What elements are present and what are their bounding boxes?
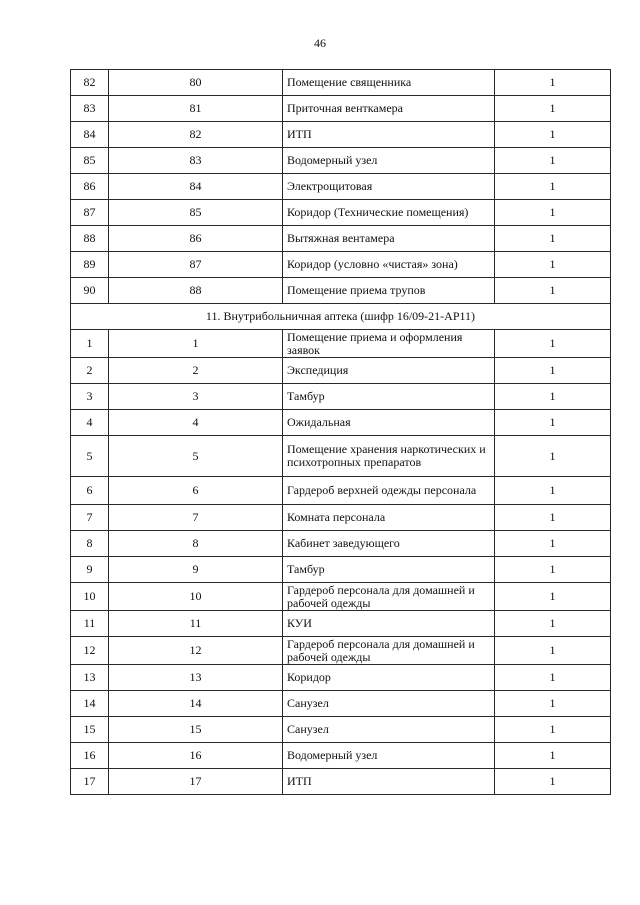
section-header-row [71, 304, 611, 330]
room-number-cell: 3 [109, 384, 283, 410]
table-row [71, 665, 611, 691]
room-number-cell: 1 [109, 330, 283, 358]
quantity-cell: 1 [495, 70, 611, 96]
table-row [71, 252, 611, 278]
room-name-cell: Коридор [283, 665, 495, 691]
room-number-cell: 7 [109, 505, 283, 531]
room-name-cell: Вытяжная вентамера [283, 226, 495, 252]
row-index-cell: 17 [71, 769, 109, 795]
table-row [71, 557, 611, 583]
room-name-cell: Помещение приема трупов [283, 278, 495, 304]
quantity-cell: 1 [495, 174, 611, 200]
quantity-cell: 1 [495, 637, 611, 665]
quantity-cell: 1 [495, 477, 611, 505]
table-row [71, 583, 611, 611]
row-index-cell: 86 [71, 174, 109, 200]
table-row [71, 200, 611, 226]
room-name-cell: КУИ [283, 611, 495, 637]
room-number-cell: 81 [109, 96, 283, 122]
room-name-cell: Помещение приема и оформления заявок [283, 330, 495, 358]
room-name-cell: Помещение хранения наркотических и психотропных препаратов [283, 436, 495, 477]
table-row [71, 148, 611, 174]
quantity-cell: 1 [495, 252, 611, 278]
room-name-cell: Ожидальная [283, 410, 495, 436]
row-index-cell: 6 [71, 477, 109, 505]
table-row [71, 691, 611, 717]
quantity-cell: 1 [495, 278, 611, 304]
room-name-cell: Коридор (условно «чистая» зона) [283, 252, 495, 278]
room-number-cell: 16 [109, 743, 283, 769]
table-row [71, 358, 611, 384]
quantity-cell: 1 [495, 330, 611, 358]
room-number-cell: 6 [109, 477, 283, 505]
quantity-cell: 1 [495, 691, 611, 717]
room-name-cell: Гардероб верхней одежды персонала [283, 477, 495, 505]
room-name-cell: ИТП [283, 122, 495, 148]
row-index-cell: 82 [71, 70, 109, 96]
room-number-cell: 15 [109, 717, 283, 743]
table-row [71, 226, 611, 252]
section-header-group [71, 304, 611, 330]
rooms-table-body-b [71, 330, 611, 795]
room-number-cell: 83 [109, 148, 283, 174]
row-index-cell: 90 [71, 278, 109, 304]
row-index-cell: 16 [71, 743, 109, 769]
table-row [71, 122, 611, 148]
table-row [71, 505, 611, 531]
room-name-cell: Кабинет заведующего [283, 531, 495, 557]
row-index-cell: 83 [71, 96, 109, 122]
room-number-cell: 14 [109, 691, 283, 717]
table-row [71, 436, 611, 477]
room-name-cell: Санузел [283, 691, 495, 717]
table-row [71, 637, 611, 665]
room-number-cell: 82 [109, 122, 283, 148]
room-number-cell: 13 [109, 665, 283, 691]
row-index-cell: 87 [71, 200, 109, 226]
room-number-cell: 8 [109, 531, 283, 557]
row-index-cell: 10 [71, 583, 109, 611]
rooms-table-body-a [71, 70, 611, 304]
quantity-cell: 1 [495, 148, 611, 174]
room-name-cell: Водомерный узел [283, 743, 495, 769]
rooms-table [70, 69, 611, 795]
row-index-cell: 2 [71, 358, 109, 384]
table-row [71, 531, 611, 557]
quantity-cell: 1 [495, 384, 611, 410]
row-index-cell: 11 [71, 611, 109, 637]
room-name-cell: Коридор (Технические помещения) [283, 200, 495, 226]
room-number-cell: 85 [109, 200, 283, 226]
section-title: 11. Внутрибольничная аптека (шифр 16/09-21-АР11) [71, 304, 611, 330]
room-name-cell: Санузел [283, 717, 495, 743]
quantity-cell: 1 [495, 583, 611, 611]
row-index-cell: 4 [71, 410, 109, 436]
room-number-cell: 84 [109, 174, 283, 200]
table-row [71, 278, 611, 304]
row-index-cell: 9 [71, 557, 109, 583]
row-index-cell: 1 [71, 330, 109, 358]
room-name-cell: Экспедиция [283, 358, 495, 384]
table-row [71, 611, 611, 637]
page-number: 46 [314, 36, 326, 50]
table-row [71, 330, 611, 358]
quantity-cell: 1 [495, 436, 611, 477]
quantity-cell: 1 [495, 717, 611, 743]
room-number-cell: 17 [109, 769, 283, 795]
room-name-cell: Приточная венткамера [283, 96, 495, 122]
quantity-cell: 1 [495, 557, 611, 583]
row-index-cell: 15 [71, 717, 109, 743]
quantity-cell: 1 [495, 358, 611, 384]
table-row [71, 70, 611, 96]
table-row [71, 96, 611, 122]
room-name-cell: Тамбур [283, 557, 495, 583]
row-index-cell: 84 [71, 122, 109, 148]
room-number-cell: 87 [109, 252, 283, 278]
room-number-cell: 11 [109, 611, 283, 637]
room-number-cell: 9 [109, 557, 283, 583]
room-name-cell: Гардероб персонала для домашней и рабочей одежды [283, 637, 495, 665]
room-name-cell: Помещение священника [283, 70, 495, 96]
quantity-cell: 1 [495, 226, 611, 252]
room-name-cell: Тамбур [283, 384, 495, 410]
row-index-cell: 3 [71, 384, 109, 410]
room-number-cell: 86 [109, 226, 283, 252]
row-index-cell: 12 [71, 637, 109, 665]
quantity-cell: 1 [495, 410, 611, 436]
quantity-cell: 1 [495, 200, 611, 226]
quantity-cell: 1 [495, 611, 611, 637]
table-row [71, 769, 611, 795]
row-index-cell: 7 [71, 505, 109, 531]
room-name-cell: Гардероб персонала для домашней и рабочей одежды [283, 583, 495, 611]
room-number-cell: 12 [109, 637, 283, 665]
table-row [71, 743, 611, 769]
quantity-cell: 1 [495, 531, 611, 557]
table-row [71, 410, 611, 436]
quantity-cell: 1 [495, 743, 611, 769]
table-row [71, 384, 611, 410]
row-index-cell: 85 [71, 148, 109, 174]
row-index-cell: 8 [71, 531, 109, 557]
room-name-cell: Водомерный узел [283, 148, 495, 174]
row-index-cell: 14 [71, 691, 109, 717]
room-number-cell: 2 [109, 358, 283, 384]
quantity-cell: 1 [495, 122, 611, 148]
table-row [71, 717, 611, 743]
room-name-cell: ИТП [283, 769, 495, 795]
quantity-cell: 1 [495, 96, 611, 122]
quantity-cell: 1 [495, 505, 611, 531]
row-index-cell: 13 [71, 665, 109, 691]
room-number-cell: 80 [109, 70, 283, 96]
table-row [71, 174, 611, 200]
quantity-cell: 1 [495, 769, 611, 795]
room-name-cell: Комната персонала [283, 505, 495, 531]
room-name-cell: Электрощитовая [283, 174, 495, 200]
row-index-cell: 5 [71, 436, 109, 477]
room-number-cell: 88 [109, 278, 283, 304]
quantity-cell: 1 [495, 665, 611, 691]
room-number-cell: 10 [109, 583, 283, 611]
row-index-cell: 89 [71, 252, 109, 278]
table-row [71, 477, 611, 505]
room-number-cell: 5 [109, 436, 283, 477]
row-index-cell: 88 [71, 226, 109, 252]
room-number-cell: 4 [109, 410, 283, 436]
